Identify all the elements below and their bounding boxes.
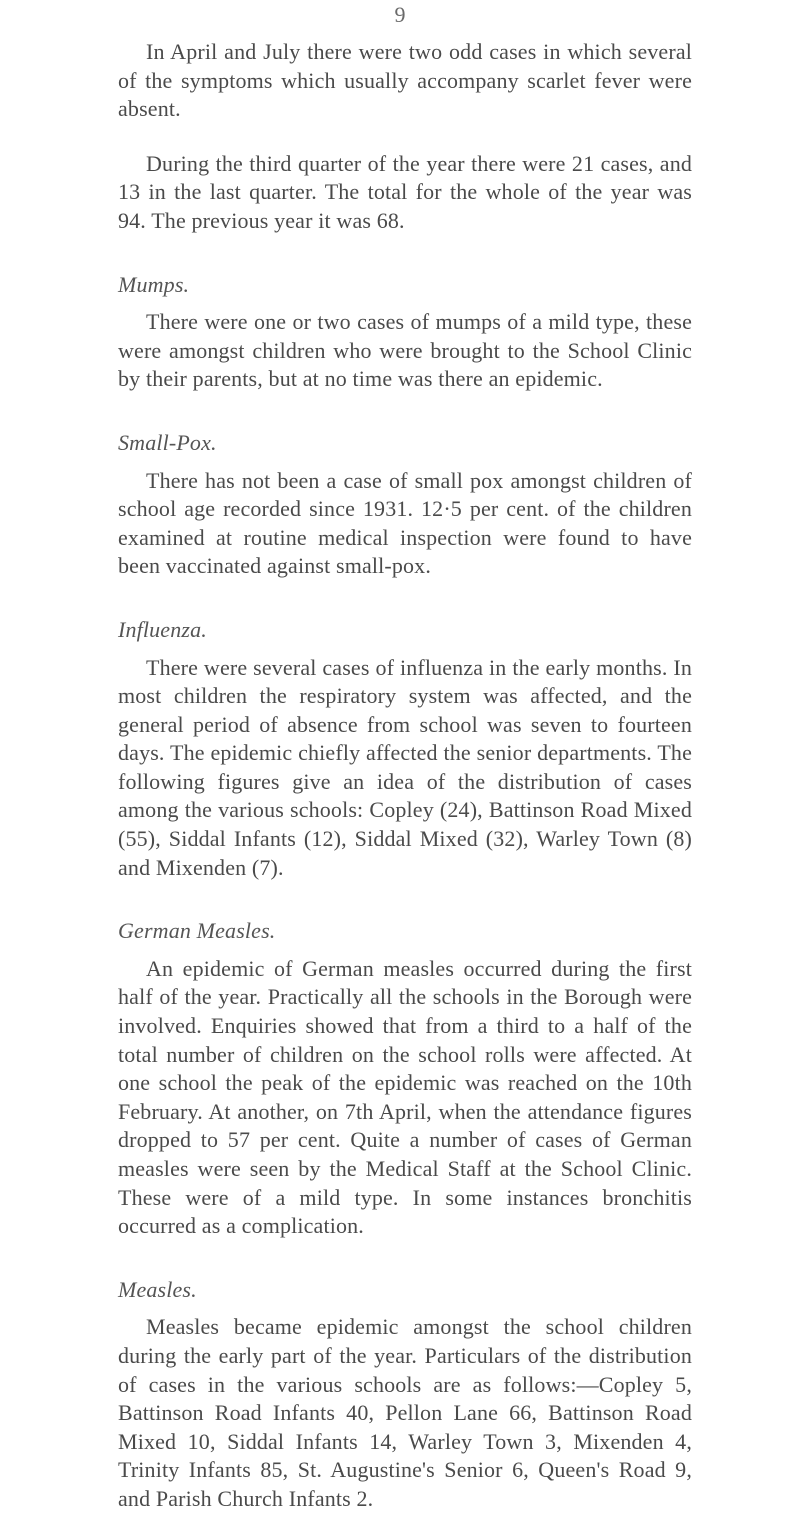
section-heading-mumps: Mumps. [118, 271, 190, 297]
page-content [118, 38, 692, 1514]
paragraph-gap [118, 124, 692, 150]
page-number: 9 [394, 2, 406, 27]
section-heading-german-measles: German Measles. [118, 918, 276, 944]
paragraph-german-measles: An epidemic of German measles occurred during the first half of the year. Practically all the schools in the Borough were involved. Enquiries showed that from a third to a half of the total number of children on the school rolls were affected. At one school the peak of the epidemic was reached on the 10th February. At another, on 7th April, when the attendance figures dropped to 57 per cent. Quite a number of cases of German measles were seen by the Medical Staff at the School Clinic. These were of a mild type. In some instances bronchitis occurred as a complication. [118, 955, 692, 1239]
section-heading-influenza: Influenza. [118, 616, 207, 642]
paragraph-scarlet-fever-odd-cases: In April and July there were two odd cases in which several of the symptoms which usually accompany scarlet fever were absent. [118, 39, 692, 122]
paragraph-small-pox: There has not been a case of small pox amongst children of school age recorded since 1931. 12·5 per cent. of the children examined at routine medical inspection were found to have been vaccinated against small-pox. [118, 467, 692, 579]
paragraph-mumps: There were one or two cases of mumps of a mild type, these were amongst children who were brought to the School Clinic by their parents, but at no time was there an epidemic. [118, 309, 692, 392]
paragraph-influenza: There were several cases of influenza in the early months. In most children the respiratory system was affected, and the general period of absence from school was seven to fourteen days. The epidemic chiefly affected the senior departments. The following figures give an idea of the distribution of cases among the various schools: Copley (24), Battinson Road Mixed (55), Siddal Infants (12), Siddal Mixed (32), Warley Town (8) and Mixenden (7). [118, 654, 692, 880]
section-heading-measles: Measles. [118, 1276, 197, 1302]
section-heading-small-pox: Small-Pox. [118, 429, 217, 455]
paragraph-measles: Measles became epidemic amongst the school children during the early part of the year. Particulars of the distribution of cases in the various schools are as follows:—Copley 5, Battinson Road Infants 40, Pellon Lane 66, Battinson Road Mixed 10, Siddal Infants 14, Warley Town 3, Mixenden 4, Trinity Infants 85, St. Augustine's Senior 6, Queen's Road 9, and Parish Church Infants 2. [118, 1314, 692, 1511]
paragraph-scarlet-fever-totals: During the third quarter of the year there were 21 cases, and 13 in the last quarter. The total for the whole of the year was 94. The previous year it was 68. [118, 150, 692, 233]
